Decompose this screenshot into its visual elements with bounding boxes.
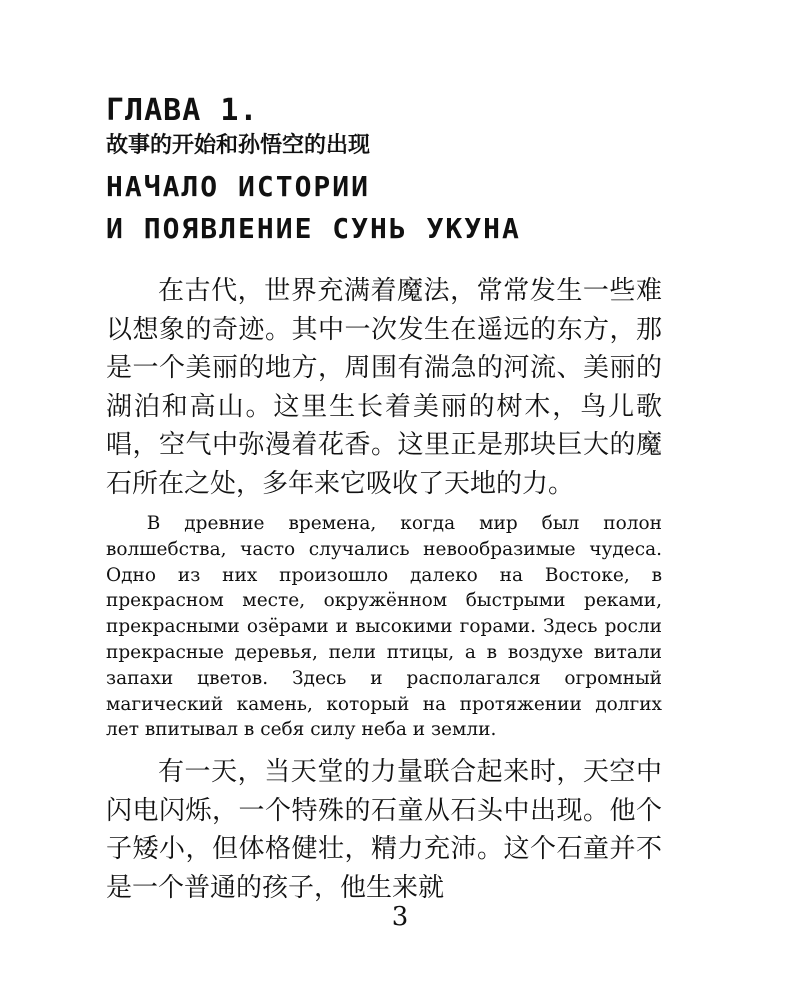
page-number: 3 bbox=[391, 902, 409, 932]
paragraph-chinese-2: 有一天，当天堂的力量联合起来时，天空中闪电闪烁，一个特殊的石童从石头中出现。他个子矮小，但体格健壮，精力充沛。这个石童并不是一个普通的孩子，他生来就 bbox=[106, 757, 662, 903]
chapter-title-chinese: 故事的开始和孙悟空的出现 bbox=[106, 133, 371, 158]
paragraph-chinese-1: 在古代，世界充满着魔法，常常发生一些难以想象的奇迹。其中一次发生在遥远的东方，那是一个美丽的地方，周围有湍急的河流、美丽的湖泊和高山。这里生长着美丽的树木，鸟儿歌唱，空气中弥漫着花香。这里正是那块巨大的魔石所在之处，多年来它吸收了天地的力。 bbox=[106, 276, 662, 499]
chapter-title-russian-line-2: И ПОЯВЛЕНИЕ СУНЬ УКУНА bbox=[106, 212, 521, 245]
chapter-number: ГЛАВА 1. bbox=[106, 93, 259, 128]
page-content bbox=[106, 92, 662, 907]
paragraph-russian-1: В древние времена, когда мир был полон волшебства, часто случались невообразимые чудеса. Одно из них произошло далеко на Востоке, в прекрасном месте, окружённом быстрыми реками, прекрасными озёрами и высокими горами. Здесь росли прекрасные деревья, пели птицы, а в воздухе витали запахи цветов. Здесь и располагался огромный магический камень, который на протяжении долгих лет впитывал в себя силу неба и земли. bbox=[106, 513, 662, 741]
chapter-title-russian-line-1: НАЧАЛО ИСТОРИИ bbox=[106, 170, 371, 203]
